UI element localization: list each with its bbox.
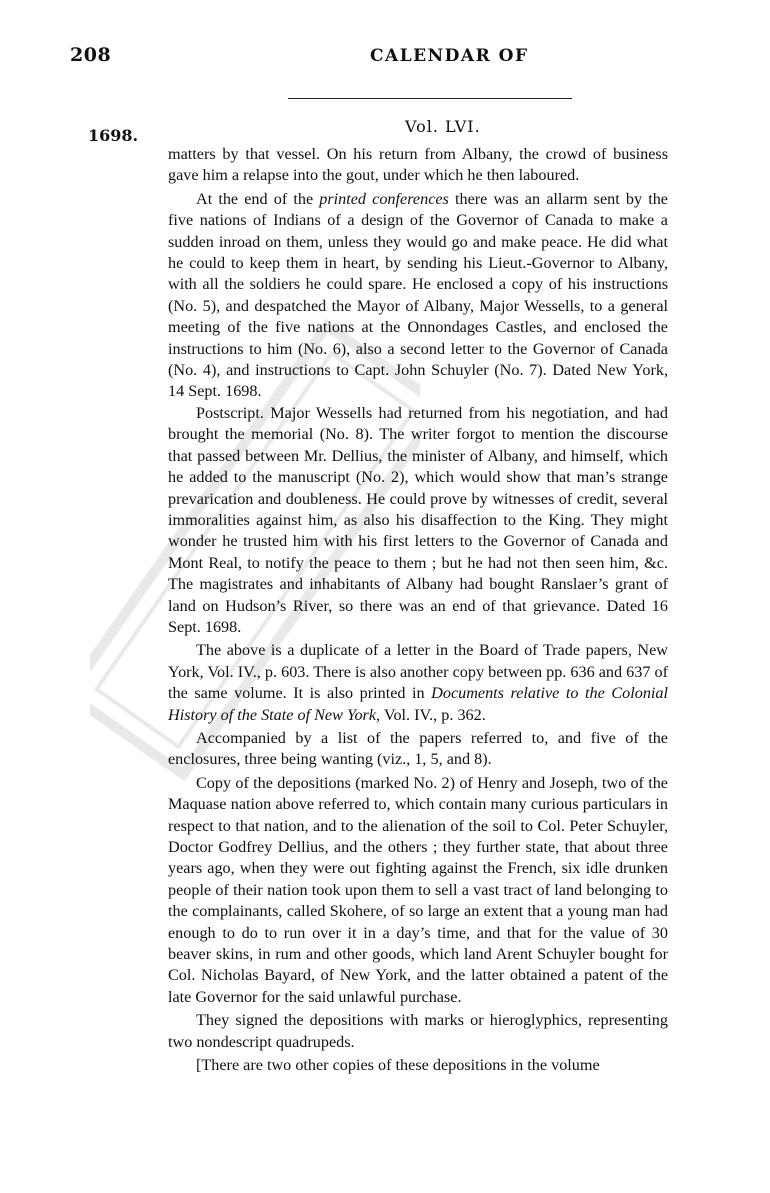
- volume-heading: Vol. LVI.: [405, 117, 481, 136]
- paragraph: [168, 189, 668, 403]
- paragraph: [There are two other copies of these depositions in the volume: [196, 1056, 600, 1075]
- paragraph: [168, 640, 668, 726]
- italic-text: Documents relative to the Colonial History of the State of New York,: [168, 684, 669, 724]
- page-number: 208: [70, 44, 112, 66]
- paragraph: Postscript. Major Wessells had returned from his negotiation, and had brought the memorial (No. 8). The writer forgot to mention the discourse that passed between Mr. Dellius, the minister of Albany, and himself, which he added to the manuscript (No. 2), which would show that man’s strange prevarication and doubleness. He could prove by witnesses of credit, several immoralities against him, as also his disaffection to the King. They might wonder he trusted him with his first letters to the Governor of Canada and Mont Real, to notify the peace to them ; but he had not then seen him, &c. The magistrates and inhabitants of Albany had bought Ranslaer’s grant of land on Hudson’s River, so there was an end of that grievance. Dated 16 Sept. 1698.: [168, 403, 668, 636]
- text-run: there was an allarm sent by the five nations of Indians of a design of the Governor of Canada to make a sudden inroad on them, unless they would go and make peace. He did what he could to keep them in heart, by sending his Lieut.-Governor to Albany, with all the soldiers he could spare. He enclosed a copy of his instructions (No. 5), and despatched the Mayor of Albany, Major Wessells, to a general meeting of the five nations at the Onnondages Castles, and enclosed the instructions to him (No. 6), also a second letter to the Governor of Canada (No. 4), and instructions to Capt. John Schuyler (No. 7). Dated New York, 14 Sept. 1698.: [168, 189, 668, 401]
- text-run: The above is a duplicate of a letter in the Board of Trade papers, New York, Vol. IV., p. 603. There is also another copy between pp. 636 and 637 of the same volume. It is also printed in: [168, 641, 668, 703]
- paragraph: Accompanied by a list of the papers referred to, and five of the enclosures, three being wanting (viz., 1, 5, and 8).: [168, 728, 668, 769]
- text-run: Vol. IV., p. 362.: [380, 705, 486, 724]
- italic-text: printed conferences: [319, 189, 449, 208]
- margin-year: 1698.: [88, 126, 139, 145]
- paragraph: matters by that vessel. On his return from Albany, the crowd of business gave him a relapse into the gout, under which he then laboured.: [168, 145, 668, 185]
- paragraph: Copy of the depositions (marked No. 2) of Henry and Joseph, two of the Maquase nation above referred to, which contain many curious particulars in respect to that nation, and to the alienation of the soil to Col. Peter Schuyler, Doctor Godfrey Dellius, and the others ; they further state, that about three years ago, when they were out fighting against the French, six idle drunken people of their nation took upon them to sell a vast tract of land belonging to the complainants, called Skohere, of so large an extent that a young man had enough to do to run over it in a day’s time, and that for the value of 30 beaver skins, in rum and other goods, which land Arent Schuyler bought for Col. Nicholas Bayard, of New York, and the latter obtained a patent of the late Governor for the said unlawful purchase.: [168, 773, 668, 1006]
- running-title: CALENDAR OF: [370, 46, 529, 66]
- body-text: [168, 144, 668, 1076]
- text-run: At the end of the: [196, 189, 320, 208]
- header-rule: [288, 98, 572, 99]
- paragraph: They signed the depositions with marks or hieroglyphics, representing two nondescript quadrupeds.: [168, 1011, 668, 1051]
